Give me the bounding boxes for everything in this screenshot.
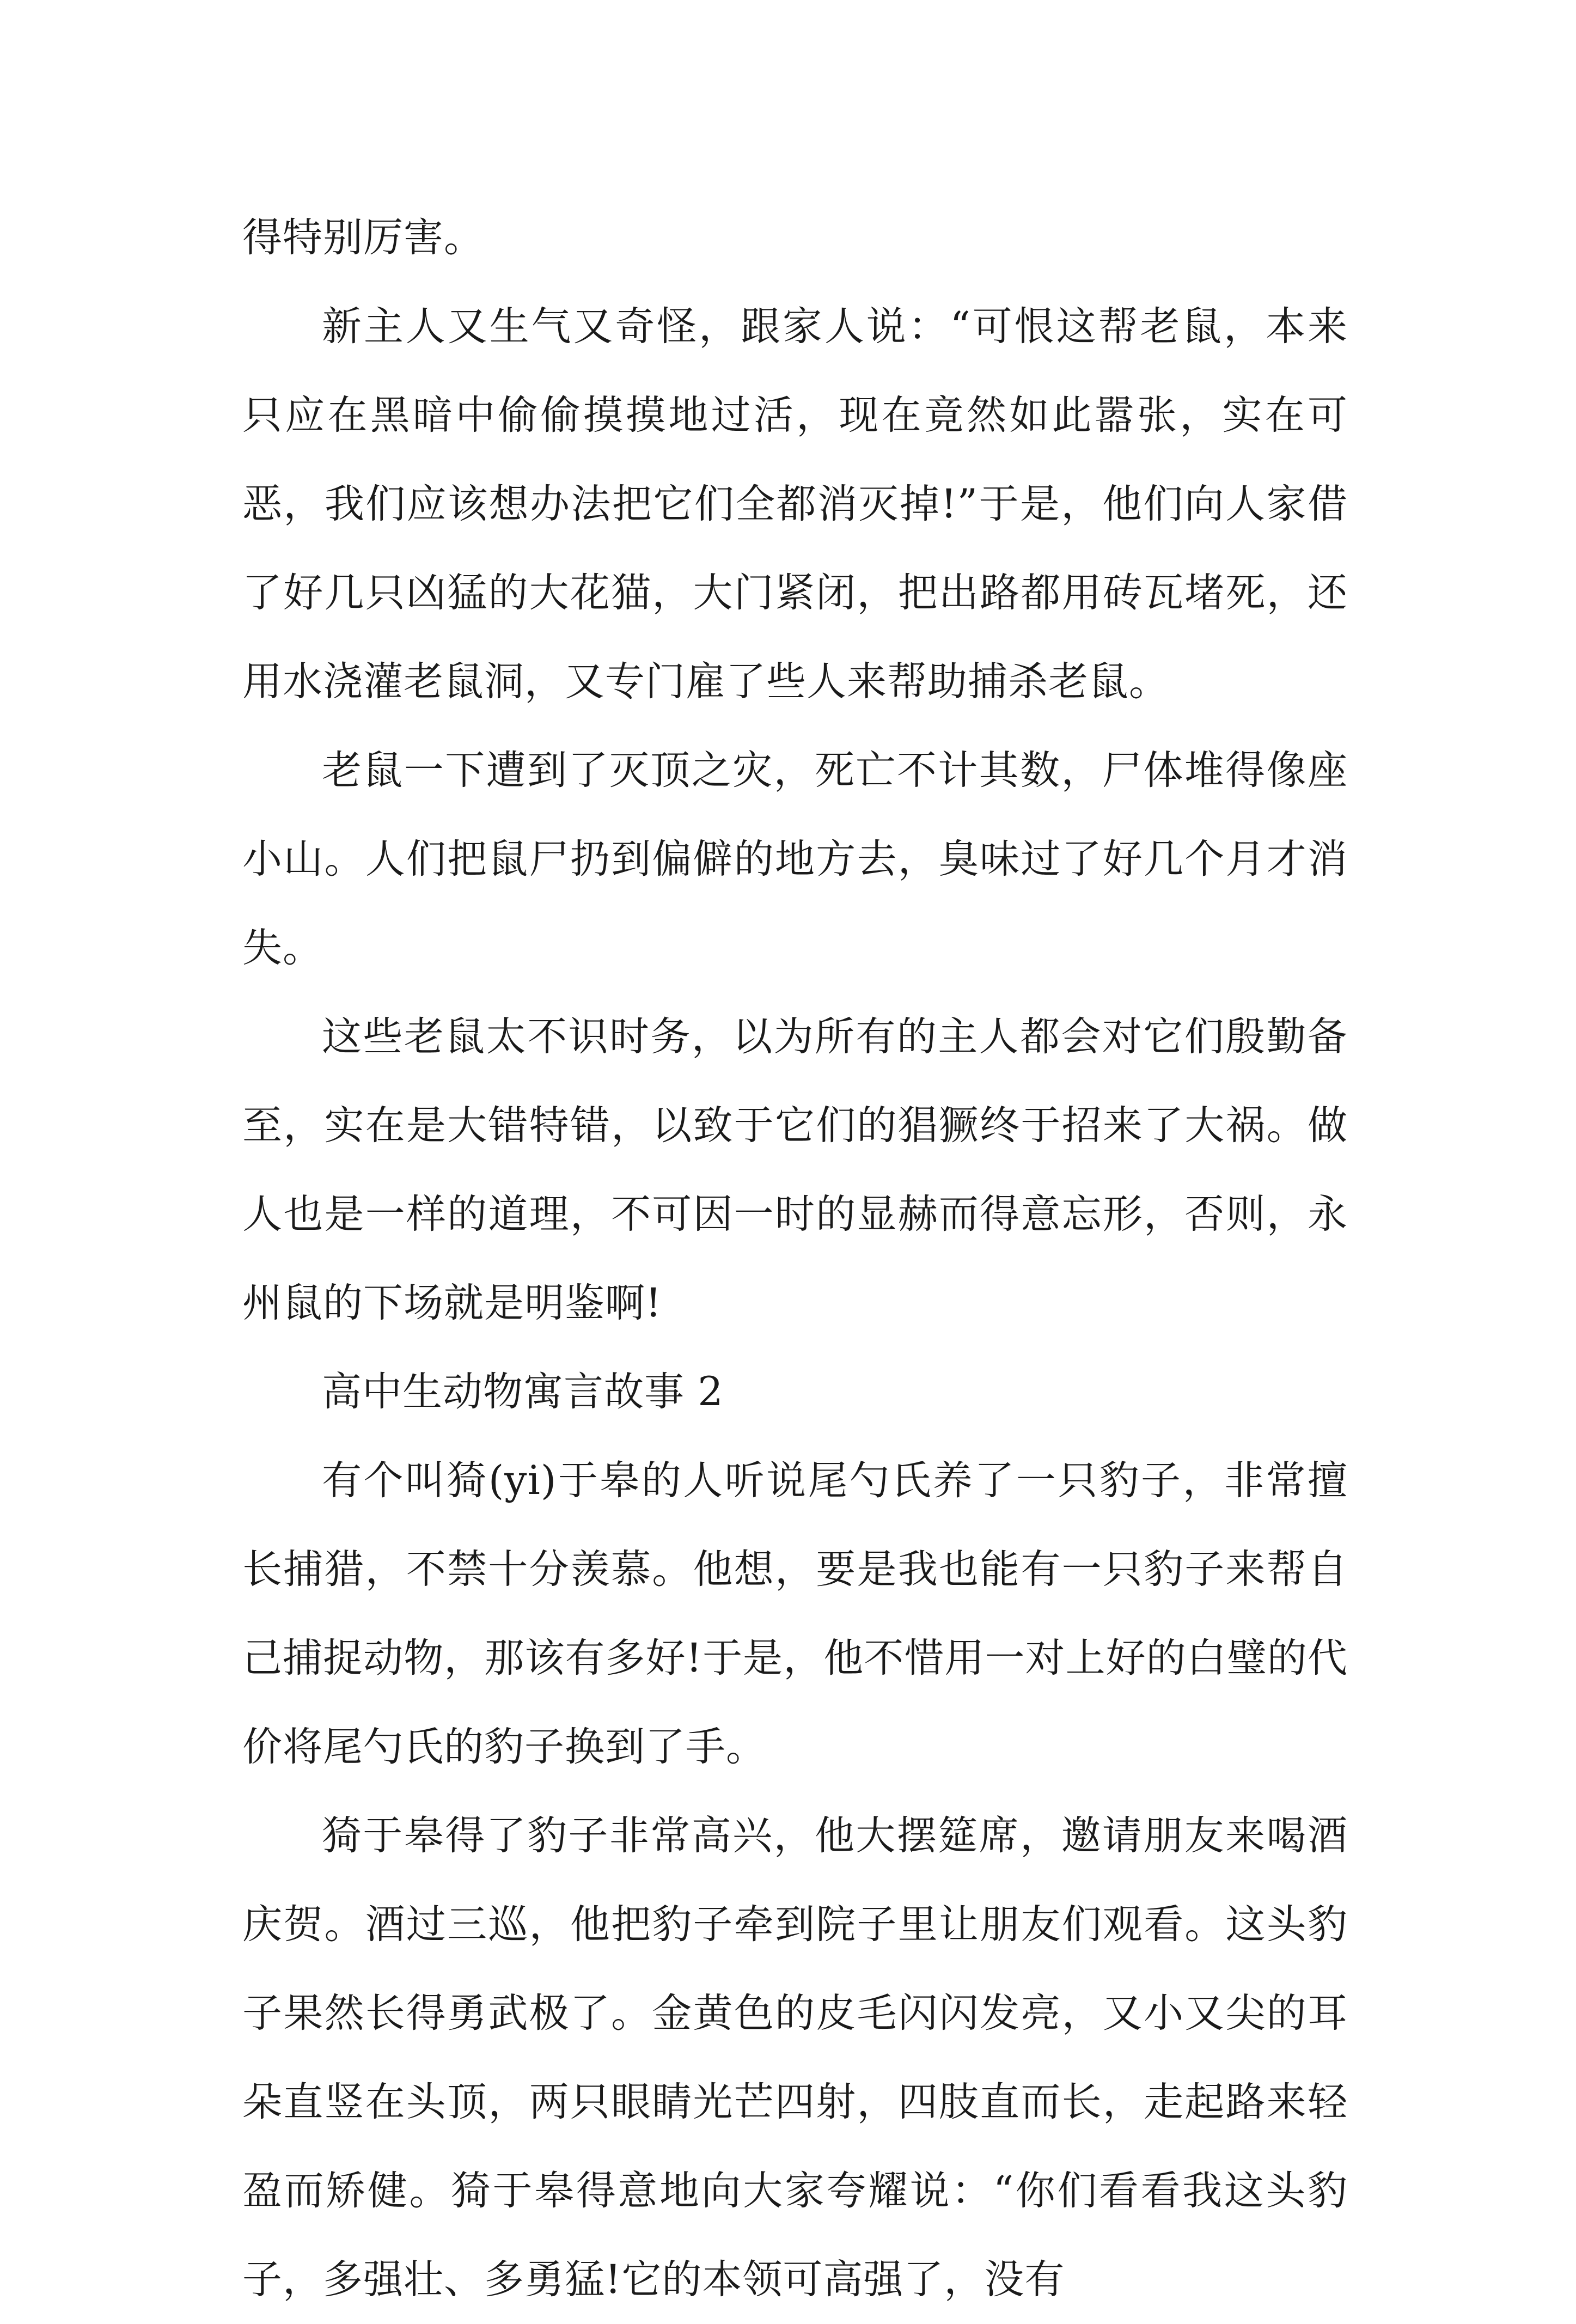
paragraph-3: 老鼠一下遭到了灭顶之灾，死亡不计其数，尸体堆得像座小山。人们把鼠尸扔到偏僻的地方去，臭味过了好几个月才消失。: [242, 747, 1348, 971]
document-body: [242, 193, 1348, 2324]
paragraph-1: 得特别厉害。: [242, 215, 484, 261]
paragraph-6: 猗于皋得了豹子非常高兴，他大摆筵席，邀请朋友来喝酒庆贺。酒过三巡，他把豹子牵到院子里让朋友们观看。这头豹子果然长得勇武极了。金黄色的皮毛闪闪发亮，又小又尖的耳朵直竖在头顶，两只眼睛光芒四射，四肢直而长，走起路来轻盈而矫健。猗于皋得意地向大家夸耀说：“你们看看我这头豹子，多强壮、多勇猛!它的本领可高强了，没有: [242, 1813, 1348, 2303]
section-heading: 高中生动物寓言故事 2: [322, 1369, 724, 1415]
paragraph-2: 新主人又生气又奇怪，跟家人说：“可恨这帮老鼠，本来只应在黑暗中偷偷摸摸地过活，现在竟然如此嚣张，实在可恶，我们应该想办法把它们全都消灭掉!”于是，他们向人家借了好几只凶猛的大花猫，大门紧闭，把出路都用砖瓦堵死，还用水浇灌老鼠洞，又专门雇了些人来帮助捕杀老鼠。: [242, 303, 1348, 705]
paragraph-4: 这些老鼠太不识时务，以为所有的主人都会对它们殷勤备至，实在是大错特错，以致于它们的猖獗终于招来了大祸。做人也是一样的道理，不可因一时的显赫而得意忘形，否则，永州鼠的下场就是明鉴啊!: [242, 1014, 1348, 1326]
paragraph-5: 有个叫猗(yi)于皋的人听说尾勺氏养了一只豹子，非常擅长捕猎，不禁十分羡慕。他想，要是我也能有一只豹子来帮自己捕捉动物，那该有多好!于是，他不惜用一对上好的白璧的代价将尾勺氏的豹子换到了手。: [242, 1457, 1348, 1770]
